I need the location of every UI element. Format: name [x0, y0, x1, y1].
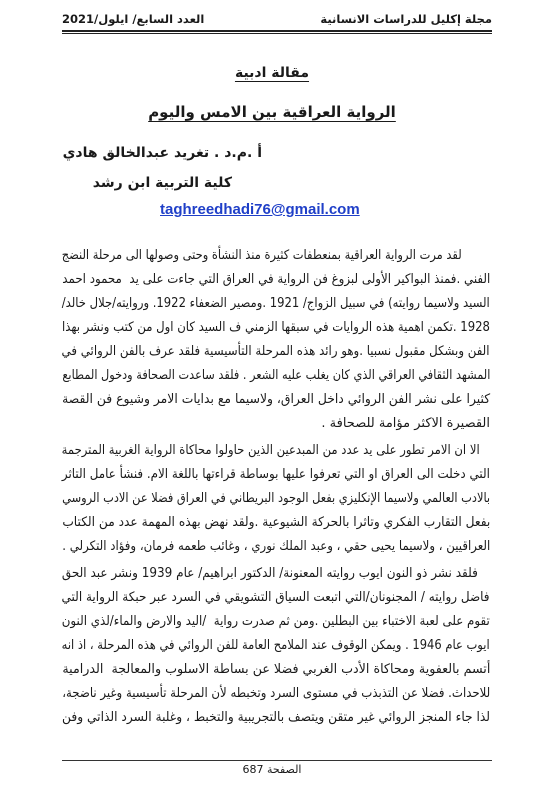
body-line — [62, 316, 490, 340]
line-text: فلقد نشر ذو النون ايوب روايته المعنونة/ الدكتور ابراهيم/ عام 1939 ونشر عبد الحق — [62, 566, 478, 581]
paragraph — [62, 439, 490, 559]
line-text: الفن وبشكل مقبول نسبيا .وهو رائد هذه المرحلة التأسيسية فلقد عرف بالفن الروائي في — [62, 344, 490, 359]
line-text: تقوم على لعبة الاختباء بين البطلين .ومن ثم صدرت رواية /اليد والارض والماء/لذي النون — [62, 614, 490, 629]
article-body — [62, 244, 490, 730]
line-text: لقد مرت الرواية العراقية بمنعطفات كثيرة منذ النشأة وحتى وصولها الى مرحلة النضج — [62, 248, 462, 263]
author-email-link[interactable]: taghreedhadi76@gmail.com — [160, 201, 360, 218]
body-line — [62, 364, 490, 388]
line-text: الفني .فمنذ البواكير الأولى لبزوغ فن الرواية في العراق التي جاءت على يد محمود احمد — [62, 272, 490, 287]
body-line — [62, 439, 490, 463]
footer-rule — [62, 760, 492, 761]
body-line — [62, 412, 490, 436]
body-line — [62, 463, 490, 487]
line-text: أتسم بالعفوية ومحاكاة الأدب الغربي فضلا عن بساطة الاسلوب والمعالجة الدرامية — [62, 662, 490, 677]
body-line — [62, 634, 490, 658]
body-line — [62, 244, 490, 268]
page-number: الصفحة 687 — [242, 763, 302, 776]
line-text: التي دخلت الى العراق او التي تعرفوا عليها بوساطة قراءتها باللغة الام. فنشأ عامل التاثر — [62, 467, 490, 482]
body-line — [62, 388, 490, 412]
line-text: بفعل التقارب الفكري وتاثرا بالحركة الشيوعية .ولقد نهض بهذه المهمة عدد من الكتاب — [62, 515, 490, 530]
body-line — [62, 586, 490, 610]
journal-name: مجلة إكليل للدراسات الانسانية — [320, 12, 492, 26]
line-text: للاحداث. فضلا عن التذبذب في مستوى السرد وتخبطه لأن المرحلة تأسيسية وغير ناضجة، — [62, 686, 490, 701]
line-text: فاضل روايته / المجنونان/التي اتبعت السياق التشويقي في السرد عبر حبكة الرواية التي — [62, 590, 490, 605]
body-line — [62, 535, 490, 559]
line-text: السيد ولاسيما روايته) في سبيل الزواج/ 1921 .ومصير الضعفاء 1922. وروايته/جلال خالد/ — [62, 296, 490, 311]
author-name: أ .م.د . تغريد عبدالخالق هادي — [62, 145, 262, 161]
paragraph — [62, 244, 490, 436]
issue-info: العدد السابع/ ايلول/2021 — [62, 12, 205, 26]
body-line — [62, 487, 490, 511]
line-text: ايوب عام 1946 . ويمكن الوقوف عند الملامح العامة للفن الروائي في هذه المرحلة ، اذ انه — [62, 638, 490, 653]
body-line — [62, 610, 490, 634]
body-line — [62, 292, 490, 316]
body-line — [62, 511, 490, 535]
line-text: بالادب العالمي ولاسيما الإنكليزي بفعل الوجود البريطاني في العراق فضلا عن الادب الروسي — [62, 491, 490, 506]
body-line — [62, 658, 490, 682]
body-line — [62, 340, 490, 364]
header-rule — [62, 30, 492, 34]
body-line — [62, 562, 490, 586]
article-title: الرواية العراقية بين الامس واليوم — [148, 103, 396, 121]
article-category: مقالة ادبية — [234, 65, 310, 81]
paragraph — [62, 562, 490, 730]
body-line — [62, 268, 490, 292]
author-affiliation: كلية التربية ابن رشد — [92, 175, 232, 191]
line-text: القصيرة الاكثر مؤامة للصحافة . — [321, 416, 490, 431]
line-text: كثيرا على نشر الفن الروائي داخل العراق، ولاسيما مع بدايات الامر وشيوع فن القصة — [62, 392, 490, 407]
line-text: 1928 .تكمن اهمية هذه الروايات في سبقها الزمني ف السيد كان اول من كتب ونشر بهذا — [62, 320, 490, 335]
line-text: الا ان الامر تطور على يد عدد من المبدعين الذين حاولوا محاكاة الرواية الغربية المترجمة — [62, 443, 480, 458]
line-text: العراقيين ، ولاسيما يحيى حقي ، وعبد الملك نوري ، وغائب طعمه فرمان، وفؤاد التكرلي . — [62, 539, 490, 554]
body-line — [62, 682, 490, 706]
body-line — [62, 706, 490, 730]
line-text: المشهد الثقافي العراقي الذي كان يغلب عليه الشعر . فلقد ساعدت الصحافة ودخول المطابع — [62, 368, 490, 383]
line-text: لذا جاء المنجز الروائي غير متقن ويتصف بالتجريبية والتخبط ، وغلبة السرد الذاتي وفن — [62, 710, 490, 725]
